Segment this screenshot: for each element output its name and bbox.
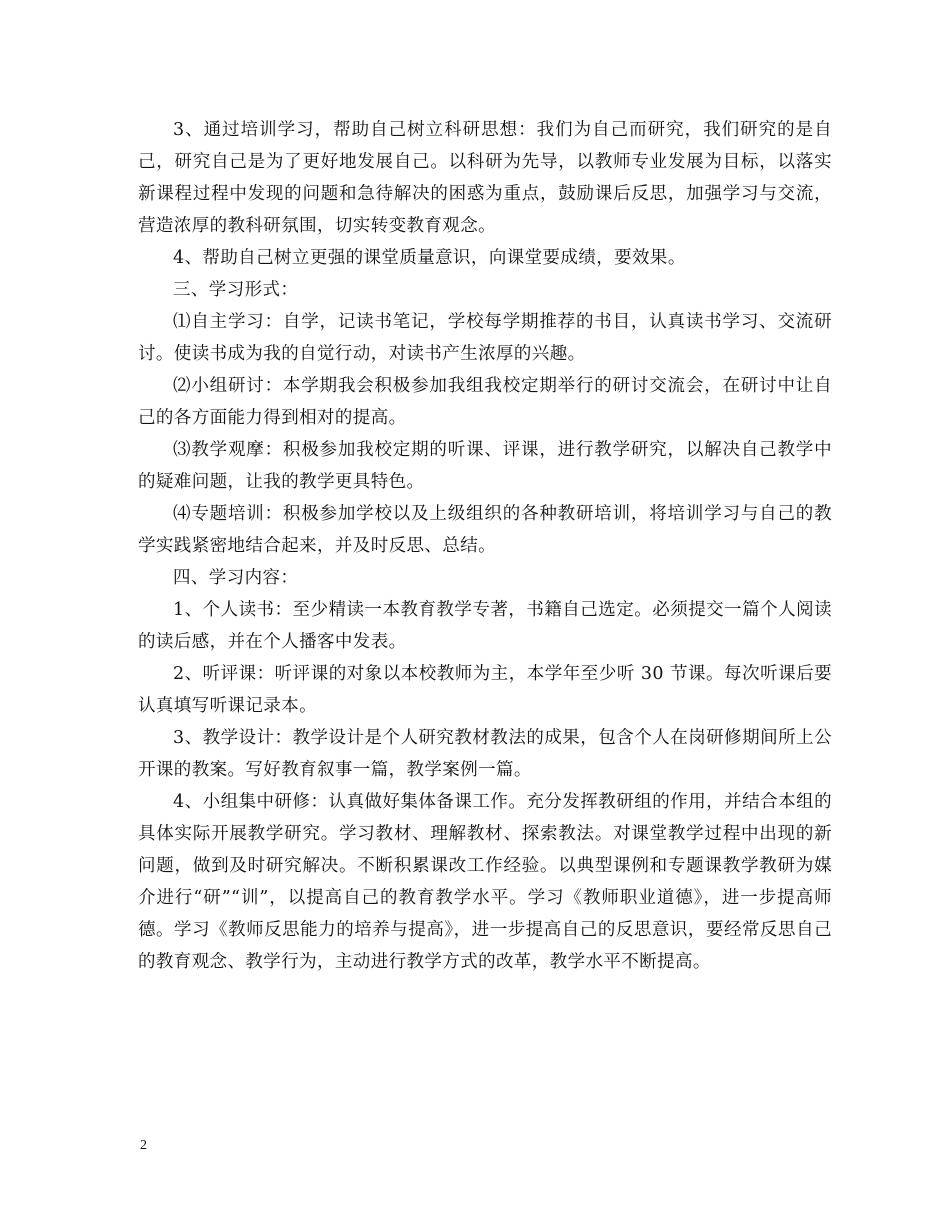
paragraph: ⑴自主学习：自学，记读书笔记，学校每学期推荐的书目，认真读书学习、交流研讨。使读书成为我的自觉行动，对读书产生浓厚的兴趣。	[138, 312, 832, 364]
paragraph: 1、个人读书：至少精读一本教育教学专著，书籍自己选定。必须提交一篇个人阅读的读后感，并在个人播客中发表。	[138, 600, 832, 652]
paragraph: 3、教学设计：教学设计是个人研究教材教法的成果，包含个人在岗研修期间所上公开课的教案。写好教育叙事一篇，教学案例一篇。	[138, 728, 832, 780]
paragraph: 3、通过培训学习，帮助自己树立科研思想：我们为自己而研究，我们研究的是自己，研究自己是为了更好地发展自己。以科研为先导，以教师专业发展为目标，以落实新课程过程中发现的问题和急待解决的困惑为重点，鼓励课后反思，加强学习与交流，营造浓厚的教科研氛围，切实转变教育观念。	[138, 120, 832, 236]
paragraph: ⑵小组研讨：本学期我会积极参加我组我校定期举行的研讨交流会，在研讨中让自己的各方面能力得到相对的提高。	[138, 376, 832, 428]
paragraph: ⑷专题培训：积极参加学校以及上级组织的各种教研培训，将培训学习与自己的教学实践紧密地结合起来，并及时反思、总结。	[138, 504, 832, 556]
section-heading: 三、学习形式：	[173, 280, 299, 300]
paragraph: 4、帮助自己树立更强的课堂质量意识，向课堂要成绩，要效果。	[173, 248, 686, 268]
paragraph: 2、听评课：听评课的对象以本校教师为主，本学年至少听 30 节课。每次听课后要认真填写听课记录本。	[138, 664, 832, 716]
paragraph: 4、小组集中研修：认真做好集体备课工作。充分发挥教研组的作用，并结合本组的具体实际开展教学研究。学习教材、理解教材、探索教法。对课堂教学过程中出现的新问题，做到及时研究解决。不断积累课改工作经验。以典型课例和专题课教学教研为媒介进行“研”“训”，以提高自己的教育教学水平。学习《教师职业道德》，进一步提高师德。学习《教师反思能力的培养与提高》，进一步提高自己的反思意识，要经常反思自己的教育观念、教学行为，主动进行教学方式的改革，教学水平不断提高。	[138, 792, 832, 972]
page-number: 2	[140, 1138, 147, 1153]
section-heading: 四、学习内容：	[173, 568, 299, 588]
document-body	[138, 114, 832, 978]
paragraph: ⑶教学观摩：积极参加我校定期的听课、评课，进行教学研究，以解决自己教学中的疑难问题，让我的教学更具特色。	[138, 440, 832, 492]
